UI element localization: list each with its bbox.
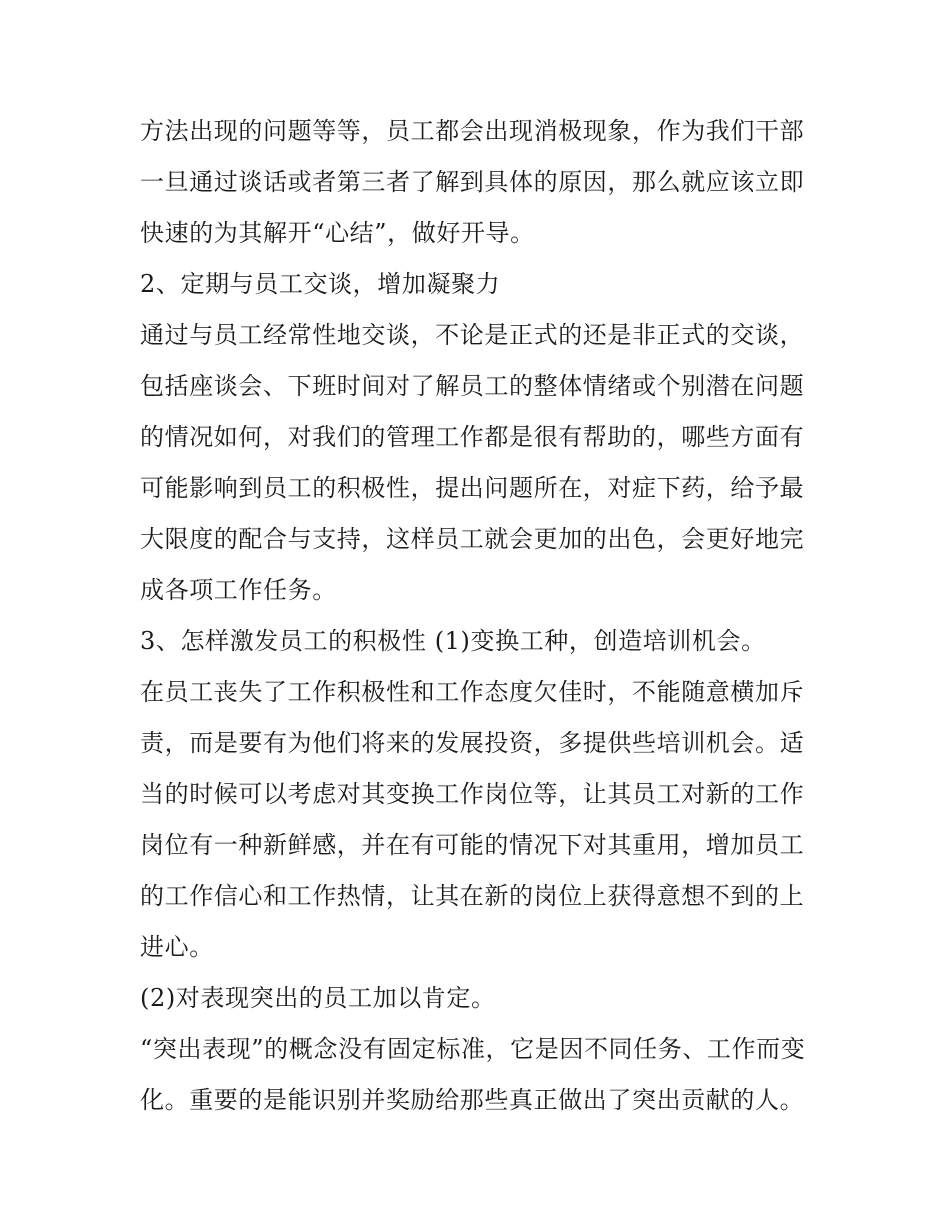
- text-line: 一旦通过谈话或者第三者了解到具体的原因，那么就应该立即: [140, 168, 805, 196]
- text-line: 可能影响到员工的积极性，提出问题所在，对症下药，给予最: [140, 474, 805, 502]
- document-body: [140, 106, 830, 1126]
- subsection-heading: (2)对表现突出的员工加以肯定。: [140, 984, 496, 1012]
- text-line: 大限度的配合与支持，这样员工就会更加的出色，会更好地完: [140, 525, 805, 553]
- text-line: 包括座谈会、下班时间对了解员工的整体情绪或个别潜在问题: [140, 372, 805, 400]
- text-line: 化。重要的是能识别并奖励给那些真正做出了突出贡献的人。: [140, 1086, 805, 1114]
- text-line: 方法出现的问题等等，员工都会出现消极现象，作为我们干部: [140, 117, 805, 145]
- text-line: 岗位有一种新鲜感，并在有可能的情况下对其重用，增加员工: [140, 831, 805, 859]
- text-line: 的工作信心和工作热情，让其在新的岗位上获得意想不到的上: [140, 882, 805, 910]
- section-heading: 2、定期与员工交谈，增加凝聚力: [140, 270, 501, 298]
- text-line: 成各项工作任务。: [140, 576, 337, 604]
- text-line: “突出表现”的概念没有固定标准，它是因不同任务、工作而变: [140, 1035, 806, 1063]
- text-line: 进心。: [140, 933, 214, 961]
- text-line: 的情况如何，对我们的管理工作都是很有帮助的，哪些方面有: [140, 423, 805, 451]
- section-heading: 3、怎样激发员工的积极性 (1)变换工种，创造培训机会。: [140, 627, 766, 655]
- text-line: 通过与员工经常性地交谈，不论是正式的还是非正式的交谈，: [140, 321, 805, 349]
- text-line: 在员工丧失了工作积极性和工作态度欠佳时，不能随意横加斥: [140, 678, 805, 706]
- text-line: 当的时候可以考虑对其变换工作岗位等，让其员工对新的工作: [140, 780, 805, 808]
- text-line: 快速的为其解开“心结”，做好开导。: [140, 219, 535, 247]
- text-line: 责，而是要有为他们将来的发展投资，多提供些培训机会。适: [140, 729, 805, 757]
